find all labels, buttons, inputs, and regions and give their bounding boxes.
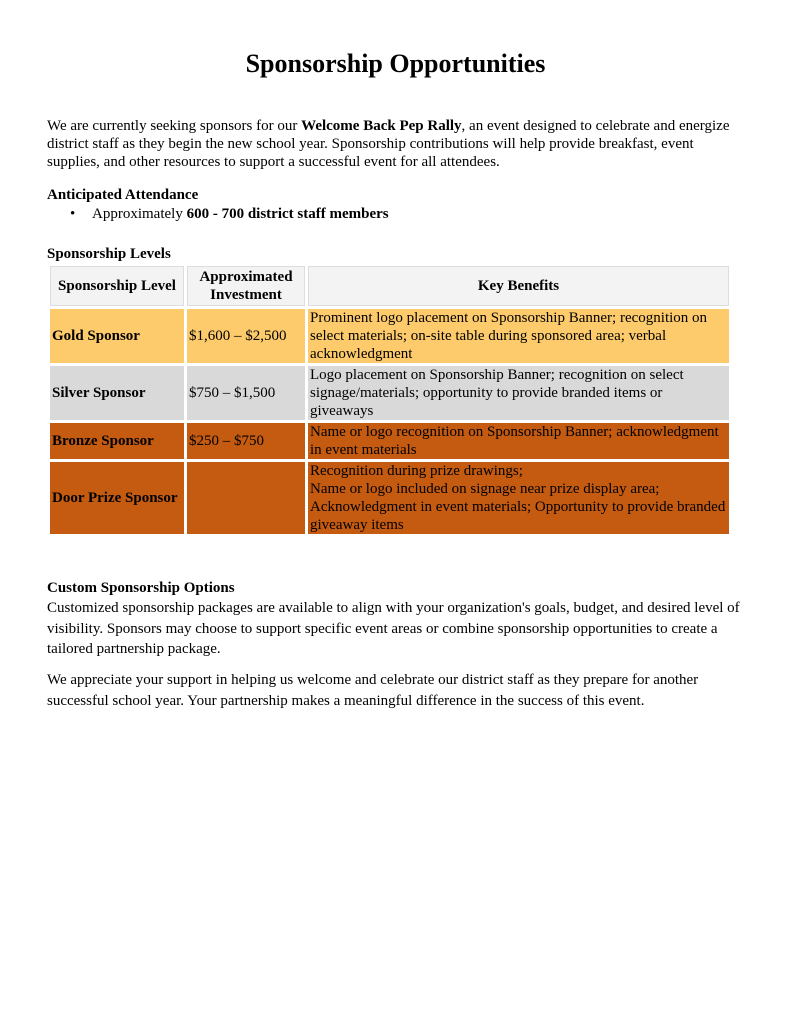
intro-paragraph: We are currently seeking sponsors for our Welcome Back Pep Rally, an event designed to celebrate and energize district staff as they begin the new school year. Sponsorship contributions will help provide breakfast, event supplies, and other resources to support a successful event for all attendees. (47, 118, 730, 170)
table-row-door-prize (50, 462, 729, 534)
table-header-row (50, 266, 729, 306)
levels-heading: Sponsorship Levels (47, 246, 171, 262)
investment-cell: $750 – $1,500 (187, 366, 305, 420)
custom-paragraph: Customized sponsorship packages are available to align with your organization's goals, budget, and desired level of visibility. Sponsors may choose to support specific event areas or combine sponsorship opportunities to create a tailored partnership package. (47, 600, 740, 657)
custom-heading: Custom Sponsorship Options (47, 580, 235, 596)
benefits-cell: Recognition during prize drawings; Name or logo included on signage near prize display area; Acknowledgment in event materials; Opportunity to provide branded giveaway items (308, 462, 729, 534)
column-header-investment: Approximated Investment (187, 266, 305, 306)
column-header-level: Sponsorship Level (50, 266, 184, 306)
table-row-gold (50, 309, 729, 363)
bullet-icon: • (70, 206, 76, 222)
table-row-bronze (50, 423, 729, 459)
attendance-heading: Anticipated Attendance (47, 187, 199, 203)
level-cell: Silver Sponsor (50, 366, 184, 420)
investment-cell: $1,600 – $2,500 (187, 309, 305, 363)
investment-cell: $250 – $750 (187, 423, 305, 459)
benefits-cell: Logo placement on Sponsorship Banner; recognition on select signage/materials; opportunity to provide branded items or giveaways (308, 366, 729, 420)
sponsorship-table (47, 263, 732, 537)
level-cell: Door Prize Sponsor (50, 462, 184, 534)
column-header-benefits: Key Benefits (308, 266, 729, 306)
attendance-bullet: • Approximately 600 - 700 district staff members (70, 206, 389, 222)
benefits-cell: Name or logo recognition on Sponsorship Banner; acknowledgment in event materials (308, 423, 729, 459)
level-cell: Bronze Sponsor (50, 423, 184, 459)
investment-cell (187, 462, 305, 534)
closing-paragraph: We appreciate your support in helping us welcome and celebrate our district staff as they prepare for another successful school year. Your partnership makes a meaningful difference in the success of this event. (47, 672, 699, 709)
page-title: Sponsorship Opportunities (245, 49, 546, 78)
event-name: Welcome Back Pep Rally (301, 118, 462, 134)
benefits-cell: Prominent logo placement on Sponsorship Banner; recognition on select materials; on-site table during sponsored area; verbal acknowledgment (308, 309, 729, 363)
level-cell: Gold Sponsor (50, 309, 184, 363)
table-row-silver (50, 366, 729, 420)
